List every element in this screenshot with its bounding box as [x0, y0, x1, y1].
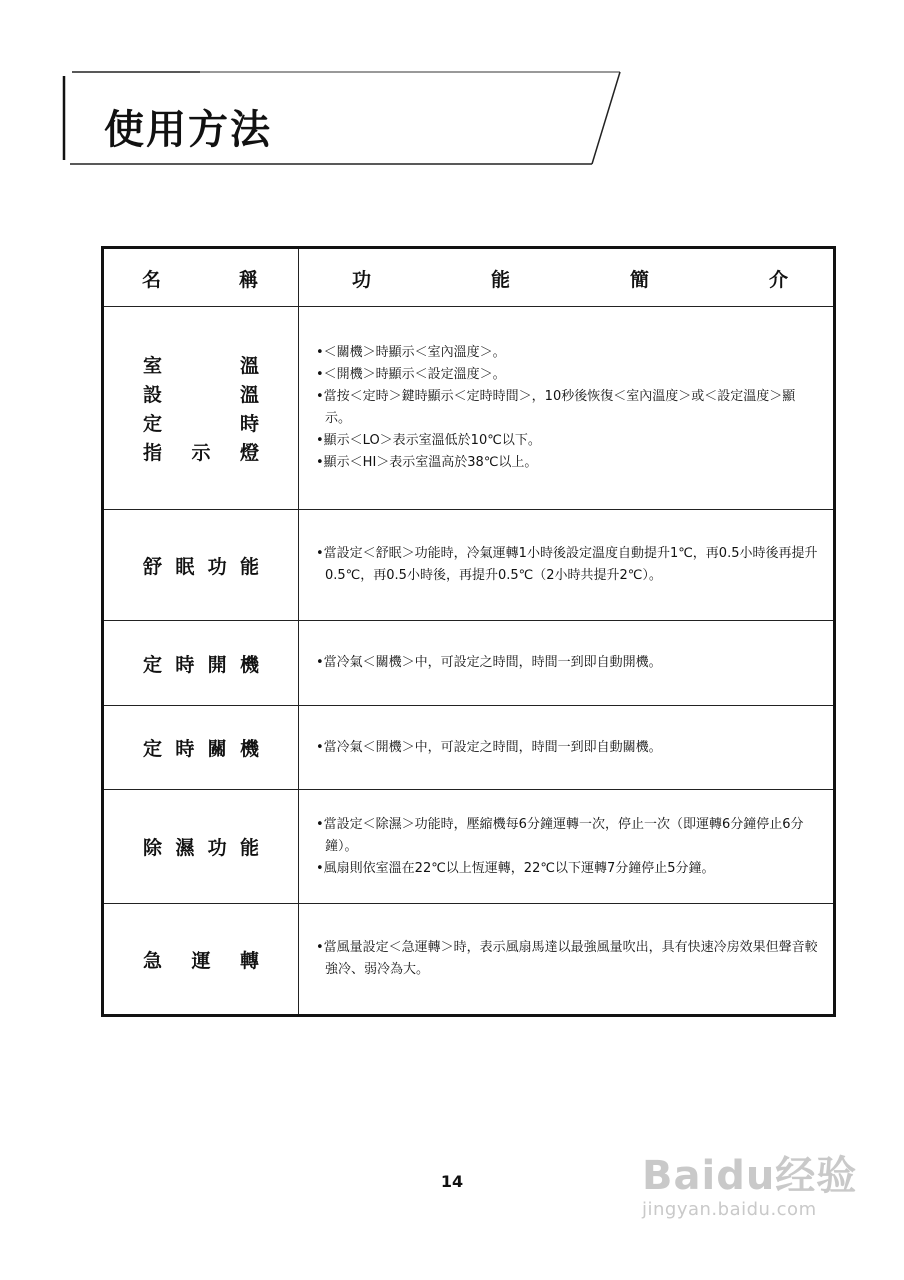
row-desc-sleep	[316, 510, 821, 620]
desc-line: •顯示＜HI＞表示室溫高於38℃以上。	[316, 455, 538, 470]
header-name-char: 名	[142, 269, 162, 291]
page-number: 14	[440, 1172, 464, 1191]
name-char: 溫	[239, 384, 259, 406]
name-char: 能	[239, 555, 259, 578]
name-char: 轉	[239, 949, 259, 972]
header-func-char: 功	[352, 269, 372, 291]
watermark-url: jingyan.baidu.com	[642, 1199, 817, 1220]
name-char: 關	[207, 738, 227, 760]
row-name-sleep	[104, 510, 298, 620]
name-char: 燈	[239, 442, 259, 464]
page-title: 使用方法	[104, 107, 272, 153]
baidu-watermark	[642, 1144, 857, 1220]
name-char: 時	[175, 653, 195, 676]
row-desc-turbo	[316, 904, 821, 1014]
header-func-char: 簡	[629, 269, 649, 291]
row-name-timer-off	[104, 706, 298, 789]
name-char: 時	[175, 738, 195, 760]
header-func-char: 能	[490, 269, 510, 291]
name-char: 功	[207, 837, 227, 859]
name-char: 濕	[175, 837, 195, 859]
name-char: 急	[143, 949, 163, 972]
name-char: 室	[143, 355, 163, 377]
name-char: 設	[143, 384, 163, 406]
row-name-turbo	[104, 904, 298, 1014]
desc-line: •＜關機＞時顯示＜室內溫度＞。	[316, 345, 506, 360]
desc-line: •當按＜定時＞鍵時顯示＜定時時間＞，10秒後恢復＜室內溫度＞或＜設定溫度＞顯示。	[316, 389, 796, 426]
row-name-timer-on	[104, 621, 298, 705]
desc-line: •＜開機＞時顯示＜設定溫度＞。	[316, 367, 506, 382]
column-divider	[298, 249, 299, 1014]
row-desc-timer-on	[316, 621, 821, 705]
row-name-room-temp	[104, 307, 298, 509]
row-desc-dehumidify	[316, 790, 821, 903]
row-desc-room-temp	[316, 307, 821, 509]
name-char: 機	[239, 653, 259, 676]
name-char: 除	[143, 837, 163, 859]
name-char: 定	[143, 738, 163, 760]
header-name-char: 稱	[238, 269, 258, 291]
name-char: 功	[207, 555, 227, 578]
row-name-dehumidify	[104, 790, 298, 903]
header-func-char: 介	[768, 269, 788, 291]
name-char: 眠	[175, 555, 195, 578]
desc-line: •當設定＜除濕＞功能時，壓縮機每6分鐘運轉一次，停止一次（即運轉6分鐘停止6分鐘）。	[316, 816, 804, 854]
desc-line: •當設定＜舒眠＞功能時，冷氣運轉1小時後設定溫度自動提升1℃，再0.5小時後再提升0.5℃，再0.5小時後，再提升0.5℃（2小時共提升2℃）。	[316, 546, 818, 583]
name-char: 能	[239, 837, 259, 859]
name-char: 定	[143, 413, 163, 435]
watermark-logo: Baidu经验	[642, 1153, 858, 1199]
row-desc-timer-off	[316, 706, 821, 789]
name-char: 機	[239, 738, 259, 760]
name-char: 指	[143, 442, 163, 464]
name-char: 舒	[143, 555, 163, 578]
name-char: 溫	[239, 355, 259, 377]
name-char: 運	[191, 949, 211, 972]
desc-line: •顯示＜LO＞表示室溫低於10℃以下。	[316, 433, 541, 448]
desc-line: •當冷氣＜開機＞中，可設定之時間，時間一到即自動關機。	[316, 739, 662, 755]
name-char: 示	[191, 442, 211, 464]
header-function	[352, 265, 788, 292]
usage-table	[101, 246, 836, 1017]
name-char: 開	[207, 653, 227, 676]
name-char: 定	[143, 653, 163, 676]
desc-line: •當冷氣＜關機＞中，可設定之時間，時間一到即自動開機。	[316, 655, 662, 670]
name-char: 時	[239, 413, 259, 435]
header-name	[142, 265, 258, 292]
desc-line: •當風量設定＜急運轉＞時，表示風扇馬達以最強風量吹出，具有快速冷房效果但聲音較強冷、弱冷為大。	[316, 940, 818, 977]
desc-line: •風扇則依室溫在22℃以上恆運轉，22℃以下運轉7分鐘停止5分鐘。	[316, 860, 715, 876]
